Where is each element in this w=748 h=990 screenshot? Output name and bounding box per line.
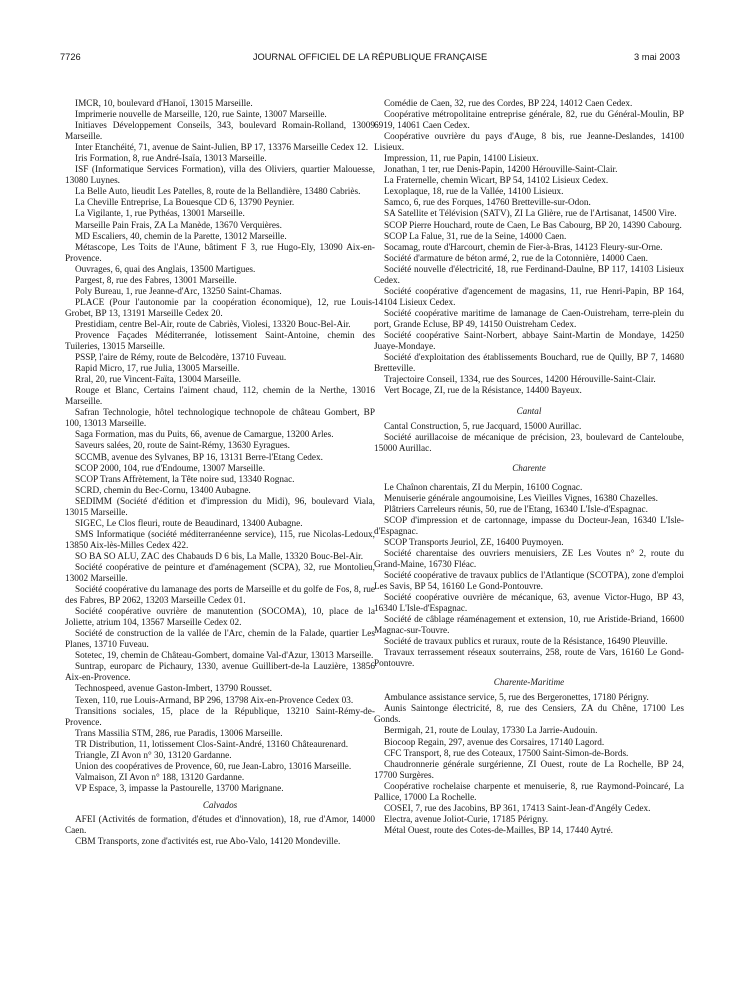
company-entry: Coopérative ouvrière du pays d'Auge, 8 bis, rue Jeanne-Deslandes, 14100 Lisieux. xyxy=(374,132,684,154)
company-entry: Initiaves Développement Conseils, 343, boulevard Romain-Rolland, 13009 Marseille. xyxy=(65,121,375,143)
department-heading: Charente xyxy=(512,463,546,474)
company-entry: Marseille Pain Frais, ZA La Manède, 13670 Verquières. xyxy=(75,220,282,231)
company-entry: Société de travaux publics et ruraux, route de la Résistance, 16490 Pleuville. xyxy=(384,637,668,648)
company-entry: Société coopérative Saint-Norbert, abbaye Saint-Martin de Mondaye, 14250 Juaye-Mondaye. xyxy=(374,330,684,353)
company-entry: Trajectoire Conseil, 1334, rue des Sources, 14200 Hérouville-Saint-Clair. xyxy=(384,375,656,386)
company-entry: SCRD, chemin du Bec-Cornu, 13400 Aubagne. xyxy=(75,485,251,496)
company-entry: SIGEC, Le Clos fleuri, route de Beaudinard, 13400 Aubagne. xyxy=(75,518,303,529)
company-entry: PSSP, l'aire de Rémy, route de Belcodère, 13710 Fuveau. xyxy=(75,353,287,364)
company-entry: Plâtriers Carreleurs réunis, 50, rue de l'Etang, 16340 L'Isle-d'Espagnac. xyxy=(384,504,648,515)
company-entry: Le Chaînon charentais, ZI du Merpin, 16100 Cognac. xyxy=(384,482,583,493)
department-heading: Calvados xyxy=(202,799,238,810)
page-header xyxy=(60,52,680,66)
company-entry: Vert Bocage, ZI, rue de la Résistance, 14400 Bayeux. xyxy=(384,386,582,397)
journal-title: JOURNAL OFFICIEL DE LA RÉPUBLIQUE FRANÇAISE xyxy=(252,52,488,62)
company-entry: Société de câblage réaménagement et extension, 10, rue Aristide-Briand, 16600 Magnac-sur-Touvre. xyxy=(374,615,684,637)
company-entry: ISF (Informatique Services Formation), villa des Oliviers, quartier Malouesse, 13080 Luynes. xyxy=(65,165,375,187)
company-entry: Socamag, route d'Harcourt, chemin de Fier-à-Bras, 14123 Fleury-sur-Orne. xyxy=(384,242,663,253)
company-entry: Société coopérative du lamanage des ports de Marseille et du golfe de Fos, 8, rue des Fabres, BP 2062, 13203 Marseille Cedex 01. xyxy=(65,585,376,607)
company-entry: Société d'armature de béton armé, 2, rue de la Cotonnière, 14000 Caen. xyxy=(384,253,648,264)
company-entry: Imprimerie nouvelle de Marseille, 120, rue Sainte, 13007 Marseille. xyxy=(75,110,327,121)
company-entry: Société coopérative de peinture et d'aménagement (SCPA), 32, rue Montolieu, 13002 Marseille. xyxy=(65,562,375,585)
company-entry: SCOP Pierre Houchard, route de Caen, Le Bas Cabourg, BP 20, 14390 Cabourg. xyxy=(384,220,682,231)
department-heading: Charente-Maritime xyxy=(493,677,565,688)
company-entry: SCOP d'impression et de cartonnage, impasse du Docteur-Jean, 16340 L'Isle-d'Espagnac. xyxy=(374,515,684,537)
company-entry: Texen, 110, rue Louis-Armand, BP 296, 13798 Aix-en-Provence Cedex 03. xyxy=(75,695,354,706)
company-entry: Ambulance assistance service, 5, rue des Bergeronettes, 17180 Périgny. xyxy=(384,693,649,704)
company-entry: SCOP 2000, 104, rue d'Endoume, 13007 Marseille. xyxy=(75,463,265,474)
company-entry: IMCR, 10, boulevard d'Hanoï, 13015 Marseille. xyxy=(75,99,253,109)
company-entry: Chaudronnerie générale surgérienne, ZI Ouest, route de La Rochelle, BP 24, 17700 Surgères. xyxy=(374,759,684,781)
company-entry: Rral, 20, rue Vincent-Faïta, 13004 Marseille. xyxy=(75,375,241,386)
company-entry: Saga Formation, mas du Puits, 66, avenue de Camargue, 13200 Arles. xyxy=(75,430,334,441)
company-entry: SCCMB, avenue des Sylvanes, BP 16, 13131 Berre-l'Etang Cedex. xyxy=(75,452,323,463)
company-entry: Technospeed, avenue Gaston-Imbert, 13790 Rousset. xyxy=(75,684,272,695)
company-entry: CBM Transports, zone d'activités est, rue Abo-Valo, 14120 Mondeville. xyxy=(75,837,341,848)
company-entry: Coopérative métropolitaine entreprise générale, 82, rue du Général-Moulin, BP 6919, 14061 Caen Cedex. xyxy=(374,110,684,132)
company-entry: La Cheville Entreprise, La Bouesque CD 6, 13790 Peynier. xyxy=(75,198,295,209)
company-entry: Lexoplaque, 18, rue de la Vallée, 14100 Lisieux. xyxy=(384,187,564,198)
company-entry: Menuiserie générale angoumoisine, Les Vieilles Vignes, 16380 Chazelles. xyxy=(384,493,658,504)
company-entry: Société coopérative ouvrière de manutention (SOCOMA), 10, place de la Joliette, atrium 104, 13567 Marseille Cedex 02. xyxy=(65,607,375,629)
company-entry: Société aurillacoise de mécanique de précision, 23, boulevard de Canteloube, 15000 Aurillac. xyxy=(374,433,684,455)
company-entry: Bermigah, 21, route de Loulay, 17330 La Jarrie-Audouin. xyxy=(384,726,598,737)
company-entry: Transitions sociales, 15, place de la République, 13210 Saint-Rémy-de-Provence. xyxy=(65,706,375,728)
left-column xyxy=(65,99,375,848)
company-entry: Ouvrages, 6, quai des Anglais, 13500 Martigues. xyxy=(75,264,256,275)
company-entry: TR Distribution, 11, lotissement Clos-Saint-André, 13160 Châteaurenard. xyxy=(75,739,349,750)
company-entry: Safran Technologie, hôtel technologique technopole de château Gombert, BP 100, 13013 Marseille. xyxy=(65,408,375,430)
company-entry: Métal Ouest, route des Cotes-de-Mailles, BP 14, 17440 Aytré. xyxy=(384,825,613,836)
company-entry: SMS Informatique (société méditerranéenne service), 115, rue Nicolas-Ledoux, 13850 Aix-lès-Milles Cedex 422. xyxy=(65,529,375,551)
company-entry: Impression, 11, rue Papin, 14100 Lisieux. xyxy=(384,154,539,165)
right-column xyxy=(374,99,684,837)
company-entry: Société nouvelle d'électricité, 18, rue Ferdinand-Daulne, BP 117, 14103 Lisieux Cedex. xyxy=(374,264,684,286)
company-entry: Société coopérative ouvrière de mécanique, 63, avenue Victor-Hugo, BP 43, 16340 L'Isle-d'Espagnac. xyxy=(374,592,684,615)
company-entry: Samco, 6, rue des Forques, 14760 Bretteville-sur-Odon. xyxy=(384,198,591,209)
issue-date: 3 mai 2003 xyxy=(634,52,680,62)
company-entry: Société coopérative d'agencement de magasins, 11, rue Henri-Papin, BP 164, 14104 Lisieux Cedex. xyxy=(374,286,684,308)
company-entry: Electra, avenue Joliot-Curie, 17185 Périgny. xyxy=(384,814,549,825)
company-entry: Poly Bureau, 1, rue Jeanne-d'Arc, 13250 Saint-Chamas. xyxy=(75,286,282,297)
company-entry: CFC Transport, 8, rue des Coteaux, 17500 Saint-Simon-de-Bords. xyxy=(384,748,629,759)
company-entry: Cantal Construction, 5, rue Jacquard, 15000 Aurillac. xyxy=(384,422,582,433)
company-entry: Aunis Saintonge électricité, 8, rue des Censiers, ZA du Chêne, 17100 Les Gonds. xyxy=(374,704,684,726)
company-entry: SCOP La Falue, 31, rue de la Seine, 14000 Caen. xyxy=(384,231,567,242)
company-entry: COSEI, 7, rue des Jacobins, BP 361, 17413 Saint-Jean-d'Angély Cedex. xyxy=(384,803,651,814)
company-entry: Comédie de Caen, 32, rue des Cordes, BP 224, 14012 Caen Cedex. xyxy=(384,99,633,109)
company-entry: SCOP Trans Affrètement, la Tête noire sud, 13340 Rognac. xyxy=(75,474,295,485)
company-entry: AFEI (Activités de formation, d'études et d'innovation), 18, rue d'Amor, 14000 Caen. xyxy=(65,815,375,837)
company-entry: SEDIMM (Société d'édition et d'impression du Midi), 96, boulevard Viala, 13015 Marseille. xyxy=(65,496,375,518)
company-entry: La Fraternelle, chemin Wicart, BP 54, 14102 Lisieux Cedex. xyxy=(384,176,609,187)
company-entry: Suntrap, europarc de Pichaury, 1330, avenue Guillibert-de-la Lauzière, 13856 Aix-en-Provence. xyxy=(65,662,375,684)
company-entry: La Belle Auto, lieudit Les Patelles, 8, route de la Bellandière, 13480 Cabriès. xyxy=(75,187,361,198)
company-entry: SA Satellite et Télévision (SATV), ZI La Glière, rue de l'Artisanat, 14500 Vire. xyxy=(384,209,677,220)
company-entry: Triangle, ZI Avon n° 30, 13120 Gardanne. xyxy=(75,750,232,761)
company-entry: PLACE (Pour l'autonomie par la coopération économique), 12, rue Louis-Grobet, BP 13, 13191 Marseille Cedex 20. xyxy=(65,297,375,319)
company-entry: Prestidiam, centre Bel-Air, route de Cabriès, Violesi, 13320 Bouc-Bel-Air. xyxy=(75,319,351,330)
company-entry: Trans Massilia STM, 286, rue Paradis, 13006 Marseille. xyxy=(75,728,283,739)
company-entry: Rouge et Blanc, Certains l'aiment chaud, 112, chemin de la Nerthe, 13016 Marseille. xyxy=(65,386,375,408)
company-entry: Pargest, 8, rue des Fabres, 13001 Marseille. xyxy=(75,275,237,286)
company-entry: VP Espace, 3, impasse la Pastourelle, 13700 Marignane. xyxy=(75,783,284,794)
company-entry: Métascope, Les Toits de l'Aune, bâtiment F 3, rue Hugo-Ely, 13090 Aix-en-Provence. xyxy=(65,242,375,264)
company-entry: Travaux terrassement réseaux souterrains, 258, route de Vars, 16160 Le Gond-Pontouvre. xyxy=(374,648,684,670)
company-entry: Union des coopératives de Provence, 60, rue Jean-Labro, 13016 Marseille. xyxy=(75,761,352,772)
company-entry: Coopérative rochelaise charpente et menuiserie, 8, rue Raymond-Poincaré, La Pallice, 17000 La Rochelle. xyxy=(374,781,684,803)
company-entry: Jonathan, 1 ter, rue Denis-Papin, 14200 Hérouville-Saint-Clair. xyxy=(384,165,618,176)
company-entry: Biocoop Regain, 297, avenue des Corsaires, 17140 Lagord. xyxy=(384,737,605,748)
company-entry: Inter Etanchéité, 71, avenue de Saint-Julien, BP 17, 13376 Marseille Cedex 12. xyxy=(75,143,369,154)
company-entry: Sotetec, 19, chemin de Château-Gombert, domaine Val-d'Azur, 13013 Marseille. xyxy=(75,651,374,662)
department-heading: Cantal xyxy=(516,406,542,417)
company-entry: Société coopérative de travaux publics de l'Atlantique (SCOTPA), zone d'emploi Les Savis, BP 54, 16160 Le Gond-Pontouvre. xyxy=(374,570,684,592)
company-entry: Provence Façades Méditerranée, lotissement Saint-Antoine, chemin des Tuileries, 13015 Marseille. xyxy=(65,330,375,353)
company-entry: Iris Formation, 8, rue André-Isaïa, 13013 Marseille. xyxy=(75,154,267,165)
company-entry: SCOP Transports Jeuriol, ZE, 16400 Puymoyen. xyxy=(384,537,564,548)
page-number: 7726 xyxy=(60,52,81,62)
company-entry: Rapid Micro, 17, rue Julia, 13005 Marseille. xyxy=(75,364,240,375)
company-entry: Saveurs salées, 20, route de Saint-Rémy, 13630 Eyragues. xyxy=(75,441,290,452)
company-entry: La Vigilante, 1, rue Pythéas, 13001 Marseille. xyxy=(75,209,245,220)
company-entry: Valmaison, ZI Avon n° 188, 13120 Gardanne. xyxy=(75,772,245,783)
company-entry: Société d'exploitation des établissements Bouchard, rue de Quilly, BP 7, 14680 Bretteville. xyxy=(374,353,684,375)
company-entry: Société charentaise des ouvriers menuisiers, ZE Les Voutes n° 2, route du Grand-Maine, 16730 Fléac. xyxy=(374,548,684,570)
company-entry: Société coopérative maritime de lamanage de Caen-Ouistreham, terre-plein du port, Grande Ecluse, BP 49, 14150 Ouistreham Cedex. xyxy=(374,308,684,330)
company-entry: MD Escaliers, 40, chemin de la Parette, 13012 Marseille. xyxy=(75,231,287,242)
company-entry: Société de construction de la vallée de l'Arc, chemin de la Falade, quartier Les Planes, 13710 Fuveau. xyxy=(65,629,375,651)
company-entry: SO BA SO ALU, ZAC des Chabauds D 6 bis, La Malle, 13320 Bouc-Bel-Air. xyxy=(75,551,364,562)
